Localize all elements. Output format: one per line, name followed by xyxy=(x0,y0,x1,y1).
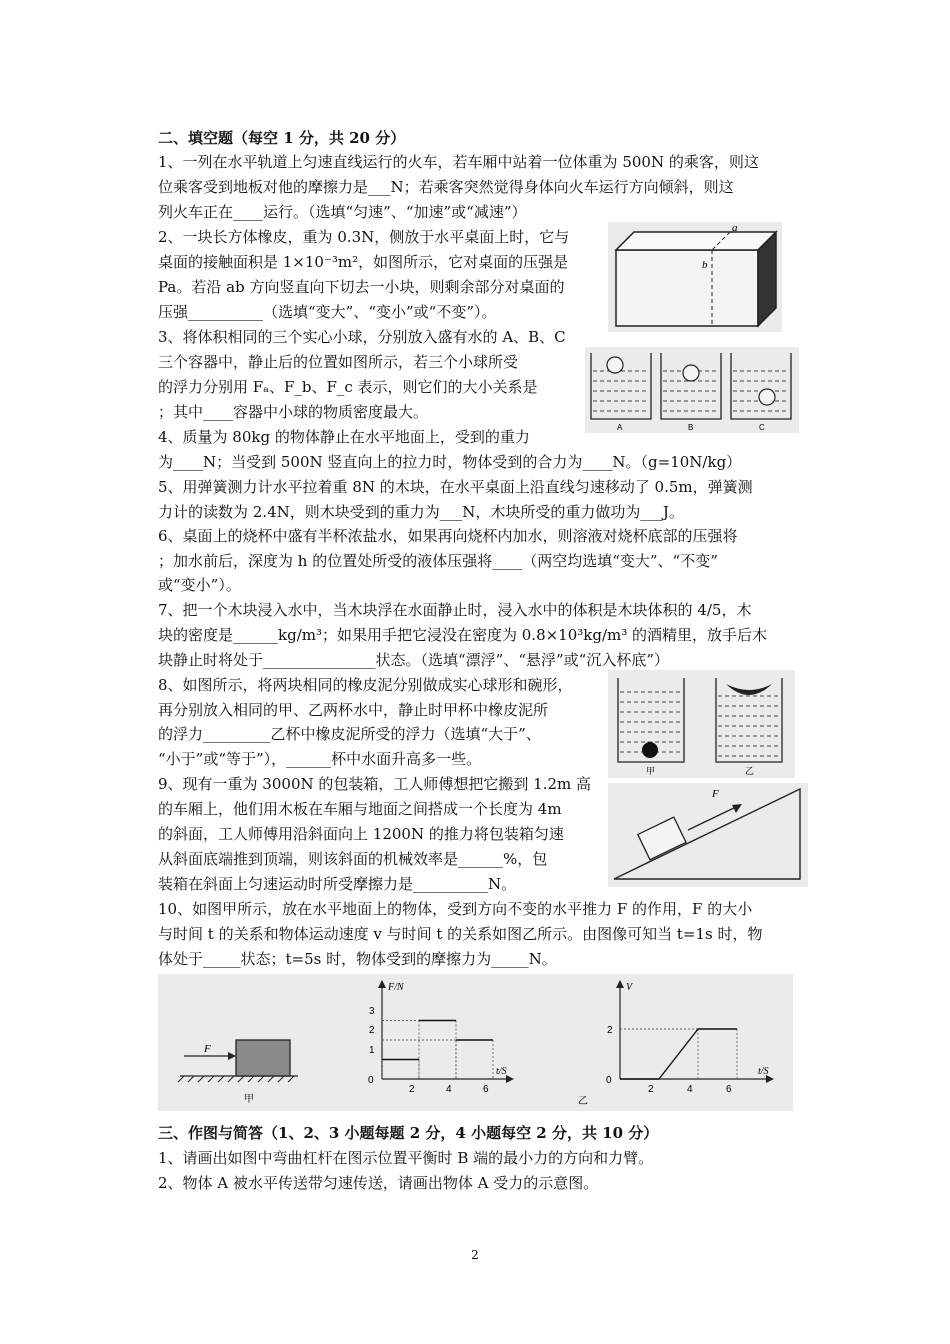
cup-label-yi: 乙 xyxy=(745,767,755,777)
f-graph-ytick-2: 2 xyxy=(369,1025,375,1036)
caption-jia: 甲 xyxy=(244,1094,254,1105)
q9-line-5: 装箱在斜面上匀速运动时所受摩擦力是__________N。 xyxy=(158,875,517,893)
q8-line-1: 8、如图所示，将两块相同的橡皮泥分别做成实心球形和碗形， xyxy=(158,676,573,694)
q3-line-1: 3、将体积相同的三个实心小球，分别放入盛有水的 A、B、C xyxy=(158,328,566,346)
q3-line-2: 三个容器中，静止后的位置如图所示，若三个小球所受 xyxy=(158,353,519,371)
q5-line-2: 力计的读数为 2.4N，则木块受到的重力为___N，木块所受的重力做功为___J。 xyxy=(158,503,684,521)
push-diagram xyxy=(178,1040,298,1105)
q8-line-4: “小于”或“等于”），______杯中水面升高多一些。 xyxy=(158,750,482,768)
q7-line-3: 块静止时将处于_______________状态。（选填“漂浮”、“悬浮”或“沉入杯底”） xyxy=(158,651,670,669)
q9-line-2: 的车厢上，他们用木板在车厢与地面之间搭成一个长度为 4m xyxy=(158,800,562,818)
q9-line-4: 从斜面底端推到顶端，则该斜面的机械效率是______%，包 xyxy=(158,850,548,868)
clay-bowl xyxy=(726,684,772,695)
q10-graphs-figure xyxy=(158,974,793,1111)
container-label-c: C xyxy=(759,423,765,432)
q6-line-3: 或“变小”）。 xyxy=(158,576,241,594)
cups-figure xyxy=(608,670,795,778)
caption-yi: 乙 xyxy=(578,1096,588,1107)
q3-line-4: ；其中____容器中小球的物质密度最大。 xyxy=(158,403,429,421)
eraser-label-b: b xyxy=(702,259,708,271)
incline-figure xyxy=(608,783,808,887)
q10-line-1: 10、如图甲所示，放在水平地面上的物体，受到方向不变的水平推力 F 的作用，F 的大小 xyxy=(158,900,753,918)
q4-line-2: 为____N；当受到 500N 竖直向上的拉力时，物体受到的合力为____N。（g=10N/kg） xyxy=(158,453,742,471)
section-3-title: 三、作图与简答（1、2、3 小题每题 2 分，4 小题每空 2 分，共 10 分） xyxy=(158,1124,659,1142)
q2-line-2: 桌面的接触面积是 1×10⁻³m²，如图所示，它对桌面的压强是 xyxy=(158,253,569,271)
v-graph-xtick-4: 4 xyxy=(687,1084,693,1095)
f-graph-ytick-3: 3 xyxy=(369,1006,375,1017)
f-graph-ytick-1: 1 xyxy=(369,1045,375,1056)
q4-line-1: 4、质量为 80kg 的物体静止在水平地面上，受到的重力 xyxy=(158,428,530,446)
push-force-label: F xyxy=(204,1043,211,1055)
q2-line-3: Pa。若沿 ab 方向竖直向下切去一小块，则剩余部分对桌面的 xyxy=(158,278,565,296)
f-graph-xtick-2: 2 xyxy=(409,1084,415,1095)
v-graph-xtick-2: 2 xyxy=(648,1084,654,1095)
q1-line-1: 1、一列在水平轨道上匀速直线运行的火车，若车厢中站着一位体重为 500N 的乘客，则这 xyxy=(158,153,759,171)
q3-line-3: 的浮力分别用 Fₐ、F_b、F_c 表示，则它们的大小关系是 xyxy=(158,378,538,396)
q8-line-3: 的浮力_________乙杯中橡皮泥所受的浮力（选填“大于”、 xyxy=(158,725,541,743)
container-label-a: A xyxy=(617,423,623,432)
q10-line-2: 与时间 t 的关系和物体运动速度 v 与时间 t 的关系如图乙所示。由图像可知当 t=1s 时，物 xyxy=(158,925,763,943)
clay-ball xyxy=(642,742,658,758)
v-graph-origin: 0 xyxy=(606,1075,612,1086)
q10-line-3: 体处于_____状态；t=5s 时，物体受到的摩擦力为_____N。 xyxy=(158,950,557,968)
f-graph-xtick-6: 6 xyxy=(483,1084,489,1095)
velocity-series-line xyxy=(659,1029,698,1079)
f-graph-xtick-4: 4 xyxy=(446,1084,452,1095)
f-graph-ylabel: F/N xyxy=(388,982,404,993)
q6-line-1: 6、桌面上的烧杯中盛有半杯浓盐水，如果再向烧杯内加水，则溶液对烧杯底部的压强将 xyxy=(158,527,738,545)
v-graph-ylabel: V xyxy=(626,982,633,993)
page-number: 2 xyxy=(471,1248,479,1262)
containers-figure xyxy=(585,347,799,433)
ball-c xyxy=(759,389,775,405)
eraser-figure xyxy=(608,222,782,332)
incline-force-label: F xyxy=(712,788,719,800)
q8-line-2: 再分别放入相同的甲、乙两杯水中，静止时甲杯中橡皮泥所 xyxy=(158,701,549,719)
v-graph-xlabel: t/S xyxy=(758,1066,769,1077)
q7-line-1: 7、把一个木块浸入水中，当木块浮在水面静止时，浸入水中的体积是木块体积的 4/5，木 xyxy=(158,601,752,619)
s3-q2: 2、物体 A 被水平传送带匀速传送，请画出物体 A 受力的示意图。 xyxy=(158,1174,599,1192)
s3-q1: 1、请画出如图中弯曲杠杆在图示位置平衡时 B 端的最小力的方向和力臂。 xyxy=(158,1149,654,1167)
q7-line-2: 块的密度是______kg/m³；如果用手把它浸没在密度为 0.8×10³kg/m³ 的酒精里，放手后木 xyxy=(158,626,768,644)
f-graph-xlabel: t/S xyxy=(496,1066,507,1077)
v-graph-ytick-2: 2 xyxy=(607,1025,613,1036)
force-time-graph xyxy=(368,980,514,1095)
q2-line-1: 2、一块长方体橡皮，重为 0.3N，侧放于水平桌面上时，它与 xyxy=(158,228,570,246)
eraser-label-a: a xyxy=(732,222,738,234)
ball-a xyxy=(607,357,623,373)
q2-line-4: 压强__________（选填“变大”、“变小”或“不变”）。 xyxy=(158,303,497,321)
f-graph-origin: 0 xyxy=(368,1075,374,1086)
cup-label-jia: 甲 xyxy=(646,767,656,777)
velocity-time-graph xyxy=(578,980,774,1107)
q6-line-2: ；加水前后，深度为 h 的位置处所受的液体压强将____（两空均选填“变大”、“不变” xyxy=(158,552,718,570)
q9-line-3: 的斜面，工人师傅用沿斜面向上 1200N 的推力将包装箱匀速 xyxy=(158,825,564,843)
container-label-b: B xyxy=(688,423,694,432)
q9-line-1: 9、现有一重为 3000N 的包装箱，工人师傅想把它搬到 1.2m 高 xyxy=(158,775,591,793)
q5-line-1: 5、用弹簧测力计水平拉着重 8N 的木块，在水平桌面上沿直线匀速移动了 0.5m，弹簧测 xyxy=(158,478,753,496)
q1-line-3: 列火车正在____运行。（选填“匀速”、“加速”或“减速”） xyxy=(158,203,527,221)
ball-b xyxy=(683,365,699,381)
v-graph-xtick-6: 6 xyxy=(726,1084,732,1095)
section-2-title: 二、填空题（每空 1 分，共 20 分） xyxy=(158,129,406,147)
q1-line-2: 位乘客受到地板对他的摩擦力是___N；若乘客突然觉得身体向火车运行方向倾斜，则这 xyxy=(158,178,734,196)
